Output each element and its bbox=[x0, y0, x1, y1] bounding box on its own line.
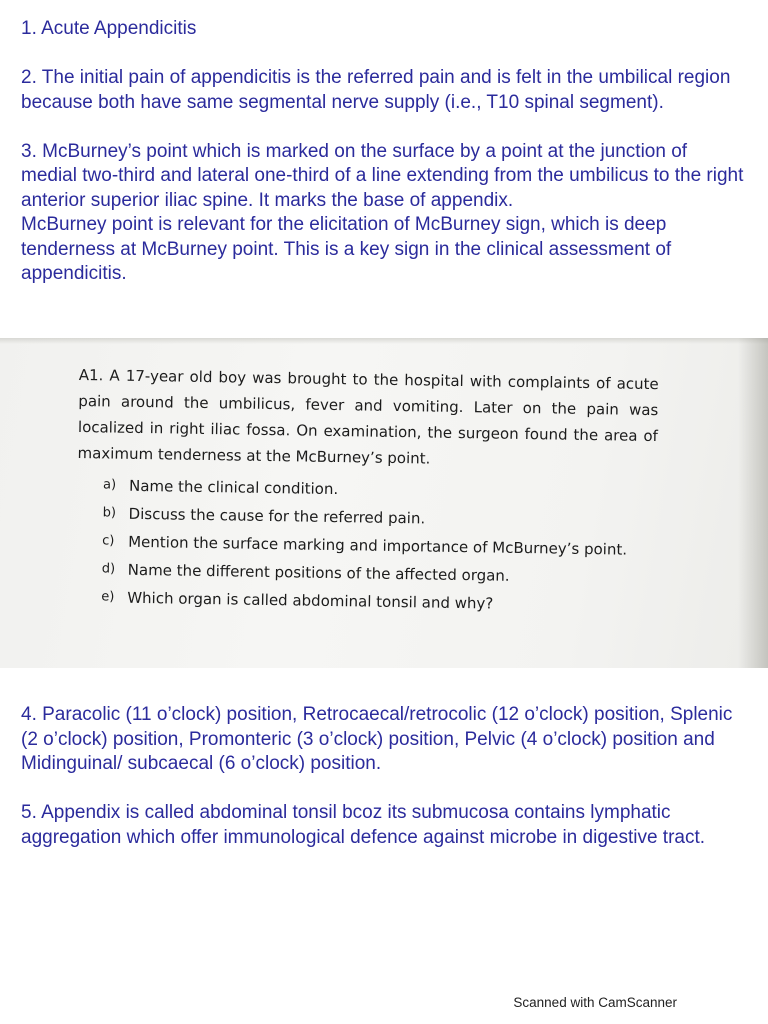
question-parts bbox=[75, 472, 657, 619]
answer-4: 4. Paracolic (11 o’clock) position, Retrocaecal/retrocolic (12 o’clock) position, Splenic (2 o’clock) position, Promonteric (3 o’clock) position, Pelvic (4 o’clock) position and Midinguinal/ subcaecal (6 o’clock) position. bbox=[21, 704, 733, 774]
answers-top-section bbox=[21, 17, 746, 287]
part-text: Discuss the cause for the referred pain. bbox=[128, 504, 426, 528]
part-text: Mention the surface marking and importance of McBurney’s point. bbox=[128, 532, 628, 559]
spacer bbox=[21, 777, 746, 802]
photo-top-edge bbox=[0, 338, 768, 344]
part-text: Name the different positions of the affected organ. bbox=[127, 560, 510, 585]
answers-bottom-section bbox=[21, 703, 746, 850]
spacer bbox=[21, 42, 746, 67]
question-block bbox=[75, 362, 659, 621]
part-text: Name the clinical condition. bbox=[128, 476, 339, 499]
answer-2: 2. The initial pain of appendicitis is the referred pain and is felt in the umbilical region because both have same segmental nerve supply (i.e., T10 spinal segment). bbox=[21, 67, 731, 113]
answer-3: 3. McBurney’s point which is marked on the surface by a point at the junction of medial two-third and lateral one-third of a line extending from the umbilicus to the right anterior superior iliac spine. It marks the base of appendix. bbox=[21, 140, 744, 211]
part-label: e) bbox=[101, 589, 115, 605]
scanner-watermark: Scanned with CamScanner bbox=[513, 995, 677, 1010]
part-label: c) bbox=[102, 533, 115, 549]
part-label: a) bbox=[102, 477, 117, 493]
part-label: b) bbox=[102, 505, 117, 521]
photo-shadow-edge bbox=[738, 338, 768, 668]
answer-3-extra: McBurney point is relevant for the elicitation of McBurney sign, which is deep tenderness at McBurney point. This is a key sign in the clinical assessment of appendicitis. bbox=[21, 214, 672, 284]
answer-5: 5. Appendix is called abdominal tonsil bcoz its submucosa contains lymphatic aggregation which offer immunological defence against microbe in digestive tract. bbox=[21, 802, 706, 848]
spacer bbox=[21, 115, 746, 140]
answer-1: 1. Acute Appendicitis bbox=[21, 18, 197, 39]
part-text: Which organ is called abdominal tonsil and why? bbox=[127, 588, 494, 613]
question-stem: A1. A 17-year old boy was brought to the hospital with complaints of acute pain around the umbilicus, fever and vomiting. Later on the pain was localized in right iliac fossa. On examination, the surgeon found the area of maximum tenderness at the McBurney’s point. bbox=[77, 365, 659, 468]
part-label: d) bbox=[101, 561, 116, 577]
question-photo bbox=[0, 338, 768, 668]
